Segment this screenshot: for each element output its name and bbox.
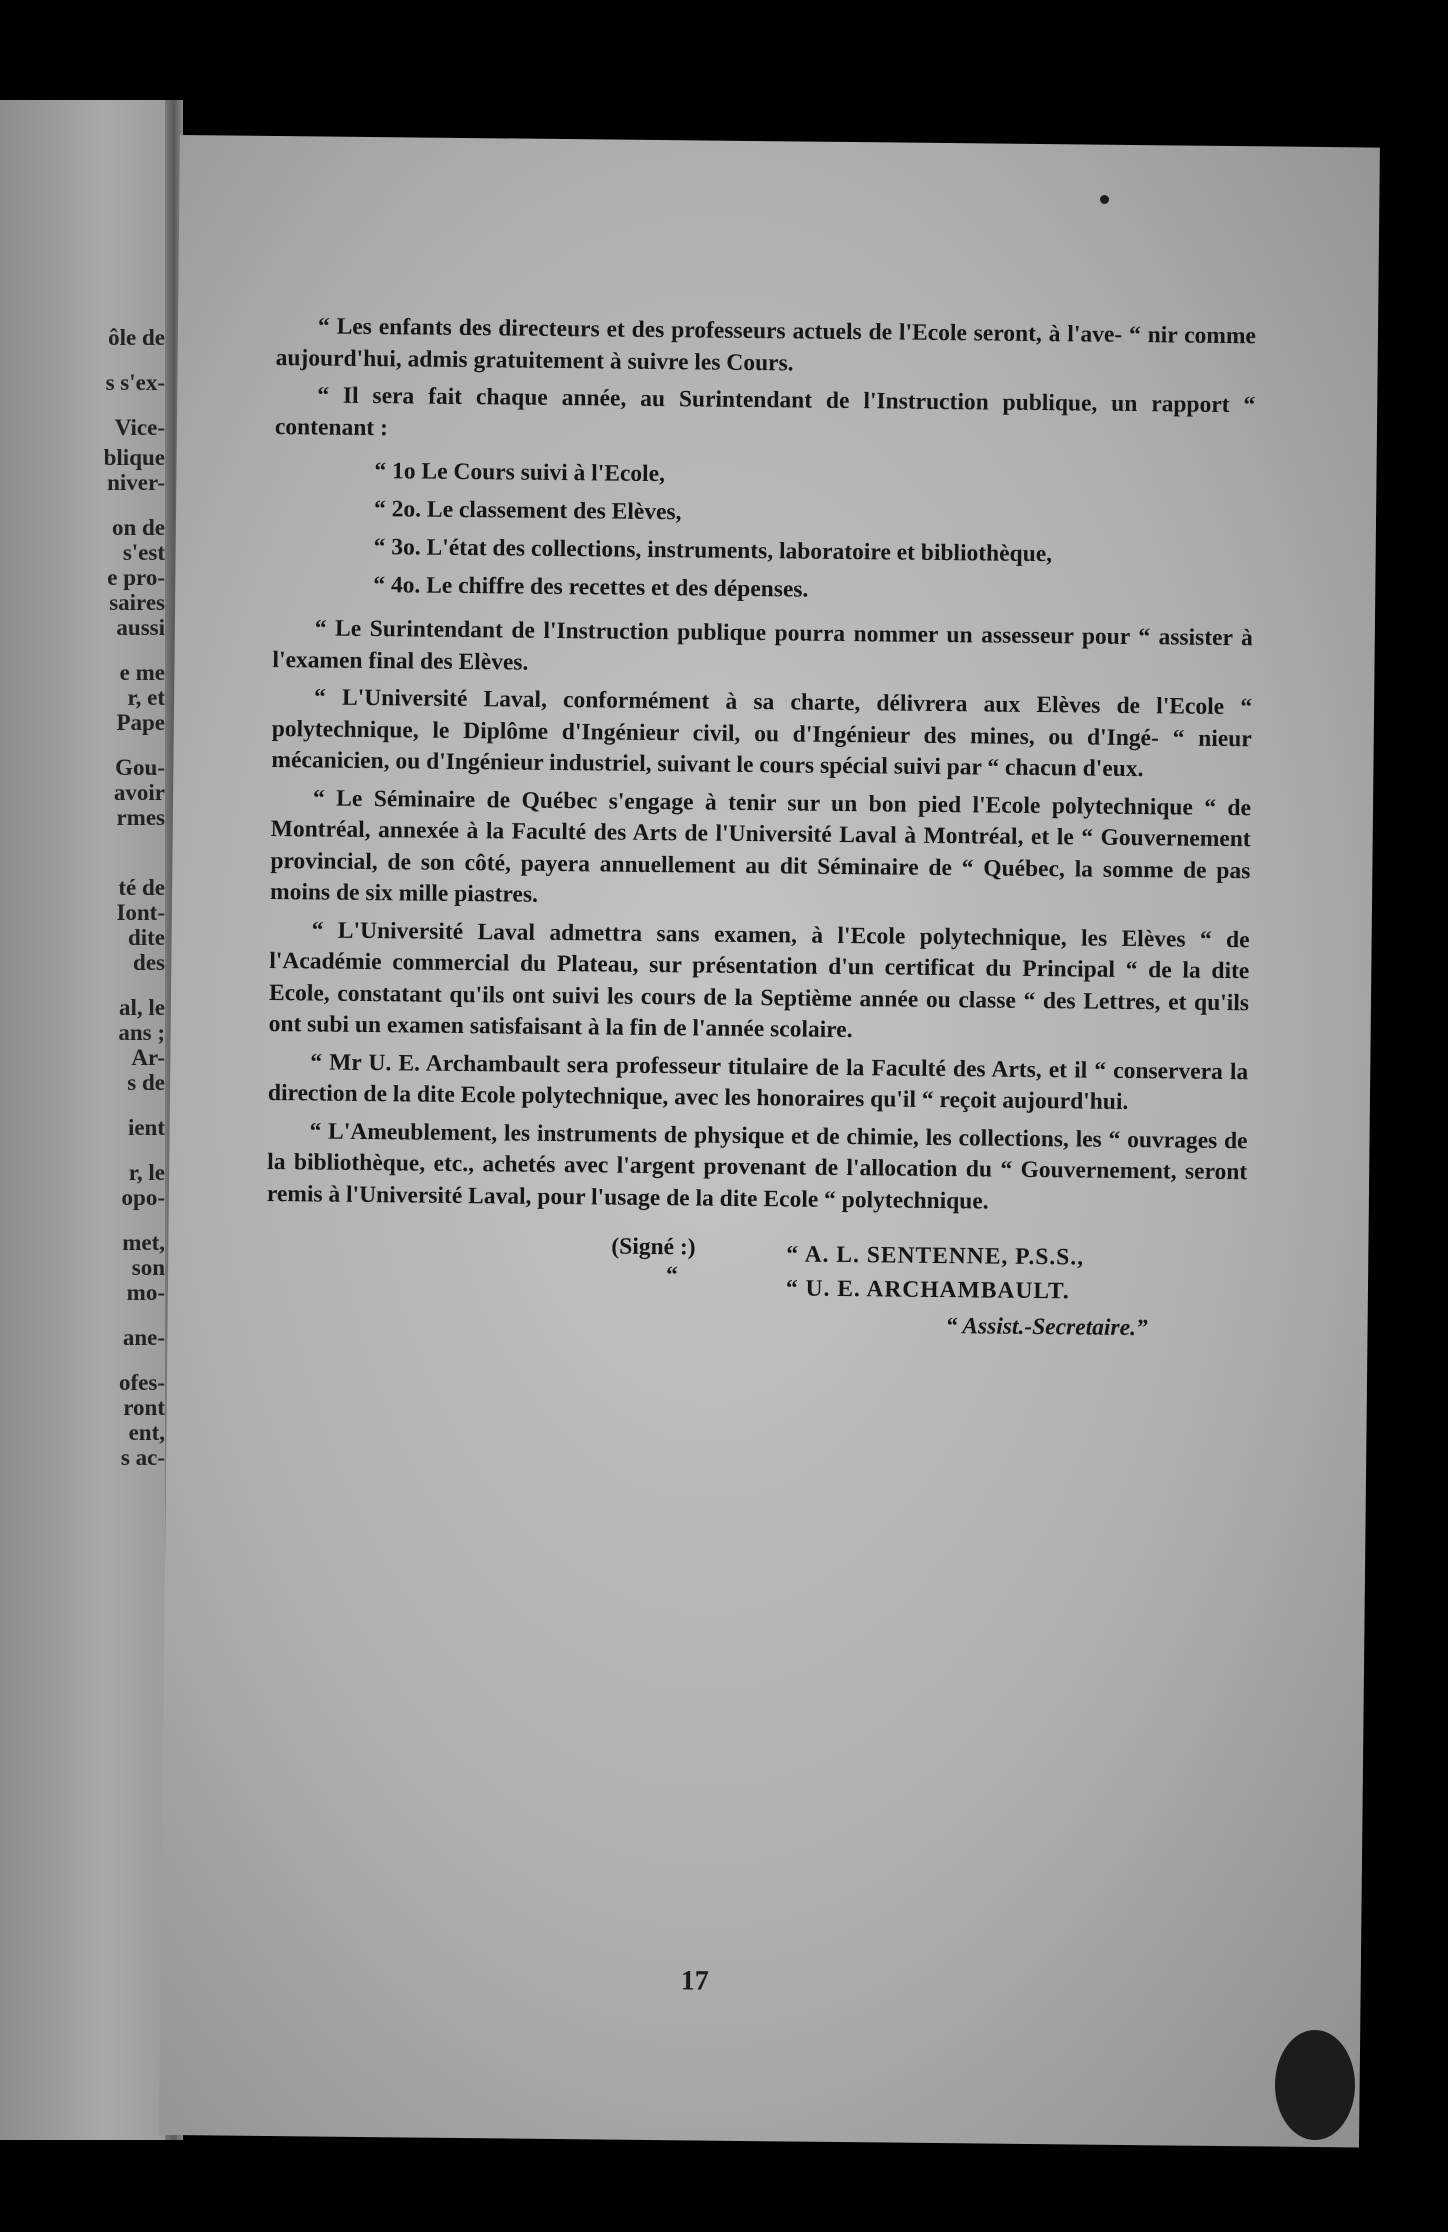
left-margin-fragment: Pape [116,710,165,735]
left-margin-fragment: blique [103,445,165,470]
left-margin-fragment: té de [118,875,165,900]
left-margin-fragment: rmes [116,805,165,830]
left-margin-fragment: Ar- [131,1045,165,1070]
left-margin-fragment: ient [127,1115,165,1140]
left-margin-fragment: r, le [128,1160,165,1185]
list-item: “ 2o. Le classement des Elèves, [373,496,682,526]
ink-blot [1275,2030,1355,2140]
left-margin-fragment: ront [123,1395,165,1420]
left-margin-fragment: aussi [116,615,165,640]
list-item: “ 3o. L'état des collections, instruments, laboratoire et bibliothèque, [373,534,1053,568]
left-margin-fragment: s s'ex- [105,370,165,395]
left-margin-fragment: saires [109,590,165,615]
left-margin-fragment: mo- [126,1280,165,1305]
paragraph-seminary: “ Le Séminaire de Québec s'engage à tenir sur un bon pied l'Ecole polytechnique “ de Montréal, annexée à la Faculté des Arts de l'Université Laval à Montréal, et le “ Gouvernement provincial, de son côté, payera annuellement au dit Séminaire de “ Québec, la somme de pas moins de six mille piastres. [269,784,1252,908]
document-page [159,135,1380,2147]
left-margin-fragment: ent, [128,1420,165,1445]
left-margin-fragment: opo- [121,1185,165,1210]
paragraph-annual-report: “ Il sera fait chaque année, au Surintendant de l'Instruction publique, un rapport “ contenant : [274,382,1256,441]
left-margin-fragment: s'est [122,540,165,565]
paragraph-assessor: “ Le Surintendant de l'Instruction publique pourra nommer un assesseur pour “ assister à l'examen final des Elèves. [272,615,1253,676]
paragraph-archambault: “ Mr U. E. Archambault sera professeur titulaire de la Faculté des Arts, et il “ conservera la direction de la dite Ecole polytechnique, avec les honoraires qu'il “ reçoit aujourd'hui. [267,1048,1249,1115]
paragraph-admission: “ L'Université Laval admettra sans examen, à l'Ecole polytechnique, les Elèves “ de l'Académie commercial du Plateau, sur présentation d'un certificat du Principal “ de la dite Ecole, constatant qu'ils ont suivi les cours de la Septième année ou classe “ des Lettres, et qu'ils ont subi un examen satisfaisant à la fin de l'année scolaire. [268,916,1250,1044]
left-margin-fragment: ane- [122,1325,165,1350]
ditto-mark: “ [665,1262,678,1289]
signer-archambault: “ U. E. ARCHAMBAULT. [785,1275,1070,1305]
list-item: “ 4o. Le chiffre des recettes et des dépenses. [373,572,809,603]
ink-spot [1100,195,1109,204]
left-margin-fragment: al, le [119,995,165,1020]
paragraph-diploma: “ L'Université Laval, conformément à sa charte, délivrera aux Elèves de l'Ecole “ polytechnique, le Diplôme d'Ingénieur civil, ou d'Ingénieur des mines, ou d'Ingé- “ nieur mécanicien, ou d'Ingénieur industriel, suivant le cours spécial suivi par “ chacun d'eux. [271,684,1253,783]
signer-title: “ Assist.-Secretaire.” [945,1313,1148,1342]
left-margin-fragment: Gou- [115,755,165,780]
page-number: 17 [680,1965,709,1997]
left-margin-fragment: dite [127,925,165,950]
left-margin-fragment: Iont- [116,900,165,925]
left-margin-fragment: s de [127,1070,165,1095]
signed-label: (Signé :) [611,1233,696,1261]
left-margin-fragment: ans ; [118,1020,165,1045]
paragraph-children-tuition: “ Les enfants des directeurs et des professeurs actuels de l'Ecole seront, à l'ave- “ nir comme aujourd'hui, admis gratuitement à suivre les Cours. [275,313,1257,376]
left-margin-fragment: e pro- [107,565,165,590]
left-margin-fragment: on de [111,515,165,540]
left-margin-fragment: avoir [113,780,165,805]
left-margin-fragment: ofes- [119,1370,165,1395]
report-items-list [273,451,1255,613]
left-margin-fragment: Vice- [114,415,165,440]
paragraph-furniture: “ L'Ameublement, les instruments de physique et de chimie, les collections, les “ ouvrages de la bibliothèque, etc., achetés avec l'argent provenant de l'allocation du “ Gouvernement, seront remis à l'Université Laval, pour l'usage de la dite Ecole “ polytechnique. [266,1117,1248,1215]
left-margin-fragment: des [133,950,165,975]
left-margin-fragment: ôle de [108,325,165,350]
signature-block [265,1228,1246,1358]
left-margin-fragment: niver- [107,470,165,495]
left-margin-fragment: met, [122,1230,165,1255]
list-item: “ 1o Le Cours suivi à l'Ecole, [374,458,666,488]
left-margin-fragment: r, et [127,685,165,710]
left-page-margin [0,100,175,2140]
left-margin-fragment: son [131,1255,165,1280]
left-margin-fragment: e me [119,660,165,685]
signer-sentenne: “ A. L. SENTENNE, P.S.S., [786,1241,1085,1271]
left-margin-fragment: s ac- [120,1445,165,1470]
document-body [265,311,1256,1358]
